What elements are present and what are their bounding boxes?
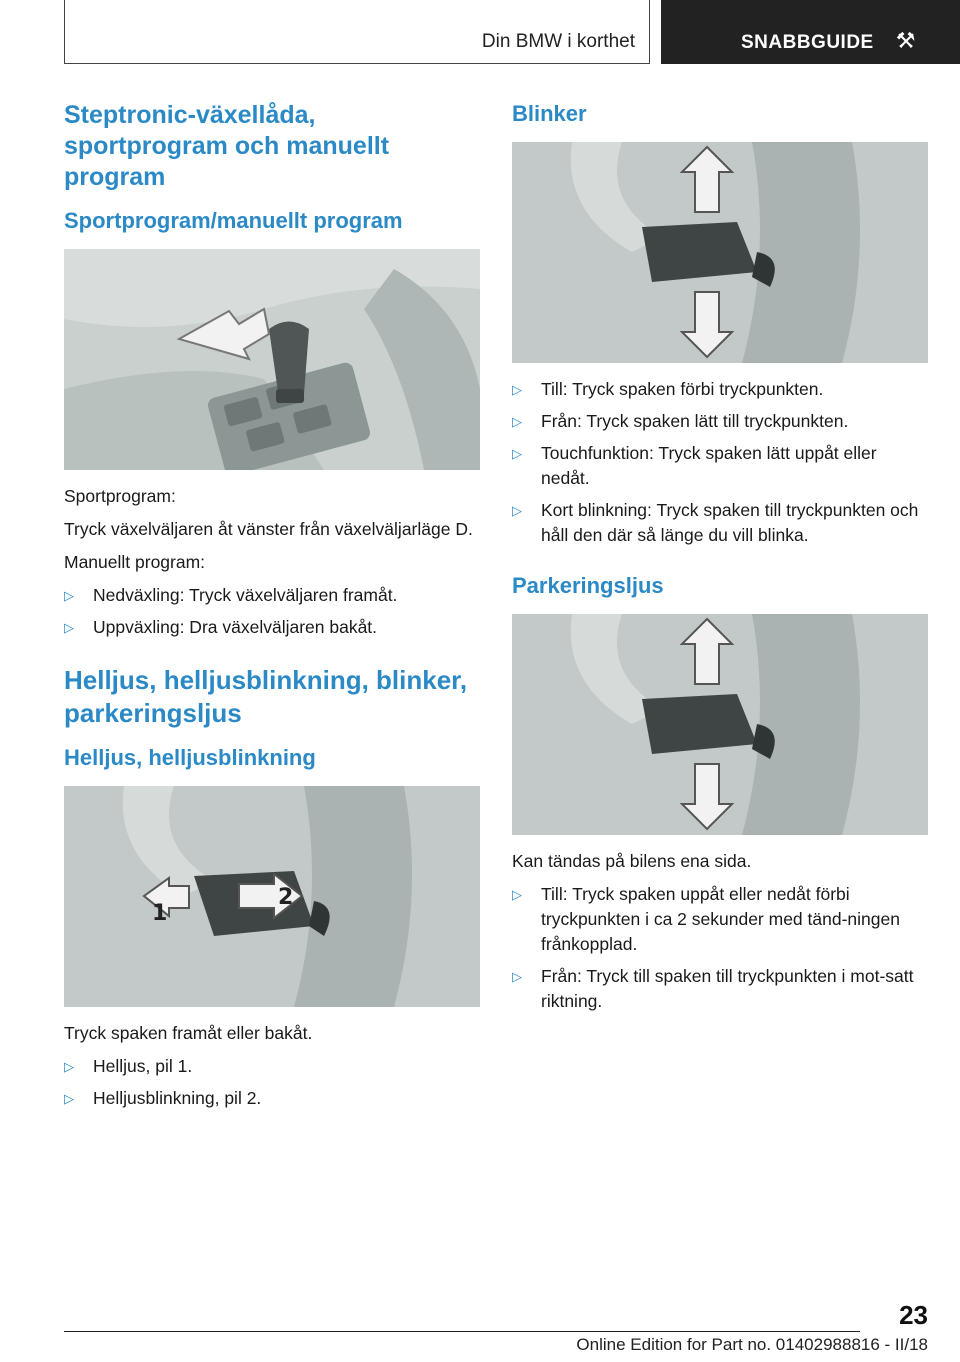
- arrow-1-label: 1: [152, 901, 168, 926]
- list-item: ▷ Helljus, pil 1.: [64, 1054, 480, 1079]
- bullet-triangle-icon: ▷: [512, 414, 522, 429]
- list-item: ▷ Kort blinkning: Tryck spaken till tryckpunkten och håll den där så länge du vill blinka.: [512, 500, 919, 545]
- footer-divider: [64, 1331, 860, 1332]
- header-section-label: Din BMW i korthet: [481, 31, 635, 52]
- bullet-triangle-icon: ▷: [512, 969, 522, 984]
- bullet-triangle-icon: ▷: [64, 620, 74, 635]
- bullet-triangle-icon: ▷: [64, 1091, 74, 1106]
- bullet-triangle-icon: ▷: [512, 446, 522, 461]
- subheading-sport-manual: Sportprogram/manuellt program: [64, 208, 403, 233]
- gear-selector-figure: [64, 249, 480, 470]
- bullet-triangle-icon: ▷: [64, 1059, 74, 1074]
- left-column: [64, 100, 480, 1119]
- subheading-high-beam: Helljus, helljusblinkning: [64, 745, 316, 770]
- manual-program-label: Manuellt program:: [64, 552, 206, 572]
- parking-list: [512, 882, 928, 1014]
- parking-text: Kan tändas på bilens ena sida.: [512, 851, 752, 871]
- footer-edition: Online Edition for Part no. 01402988816 - II/18: [576, 1335, 928, 1354]
- subheading-parking: Parkeringsljus: [512, 573, 664, 598]
- bullet-triangle-icon: ▷: [64, 588, 74, 603]
- sport-program-label: Sportprogram:: [64, 486, 176, 506]
- list-item: ▷ Helljusblinkning, pil 2.: [64, 1086, 480, 1111]
- parking-lever-figure: [512, 614, 928, 835]
- heading-steptronic: Steptronic-växellåda, sportprogram och manuellt program: [64, 101, 390, 191]
- heading-lights: Helljus, helljusblinkning, blinker, parkeringsljus: [64, 665, 468, 728]
- list-item: ▷ Från: Tryck till spaken till tryckpunkten i mot-satt riktning.: [512, 966, 914, 1011]
- sport-program-text: Tryck växelväljaren åt vänster från växelväljarläge D.: [64, 519, 473, 539]
- blinker-lever-figure: [512, 142, 928, 363]
- header-guide-label: SNABBGUIDE: [741, 32, 874, 53]
- high-beam-list: [64, 1054, 480, 1111]
- high-beam-text: Tryck spaken framåt eller bakåt.: [64, 1023, 313, 1043]
- manual-program-list: [64, 583, 480, 640]
- bullet-triangle-icon: ▷: [512, 887, 522, 902]
- list-item: ▷ Touchfunktion: Tryck spaken lätt uppåt eller nedåt.: [512, 443, 877, 488]
- list-item: ▷ Till: Tryck spaken uppåt eller nedåt förbi tryckpunkten i ca 2 sekunder med tänd-ningen frånkopplad.: [512, 884, 900, 954]
- high-beam-lever-figure: [64, 786, 480, 1007]
- list-item: ▷ Uppväxling: Dra växelväljaren bakåt.: [64, 615, 480, 640]
- bullet-triangle-icon: ▷: [512, 382, 522, 397]
- bullet-triangle-icon: ▷: [512, 503, 522, 518]
- subheading-blinker: Blinker: [512, 101, 587, 126]
- blinker-list: [512, 377, 928, 548]
- list-item: ▷ Från: Tryck spaken lätt till tryckpunkten.: [512, 409, 928, 434]
- wrench-icon: ⚒: [895, 28, 916, 53]
- list-item: ▷ Nedväxling: Tryck växelväljaren framåt.: [64, 583, 480, 608]
- header-section-tab: [64, 0, 650, 64]
- list-item: ▷ Till: Tryck spaken förbi tryckpunkten.: [512, 377, 928, 402]
- arrow-2-label: 2: [278, 885, 294, 910]
- page-number: 23: [899, 1300, 928, 1330]
- header-guide-tab[interactable]: [661, 0, 960, 64]
- right-column: [512, 100, 928, 1022]
